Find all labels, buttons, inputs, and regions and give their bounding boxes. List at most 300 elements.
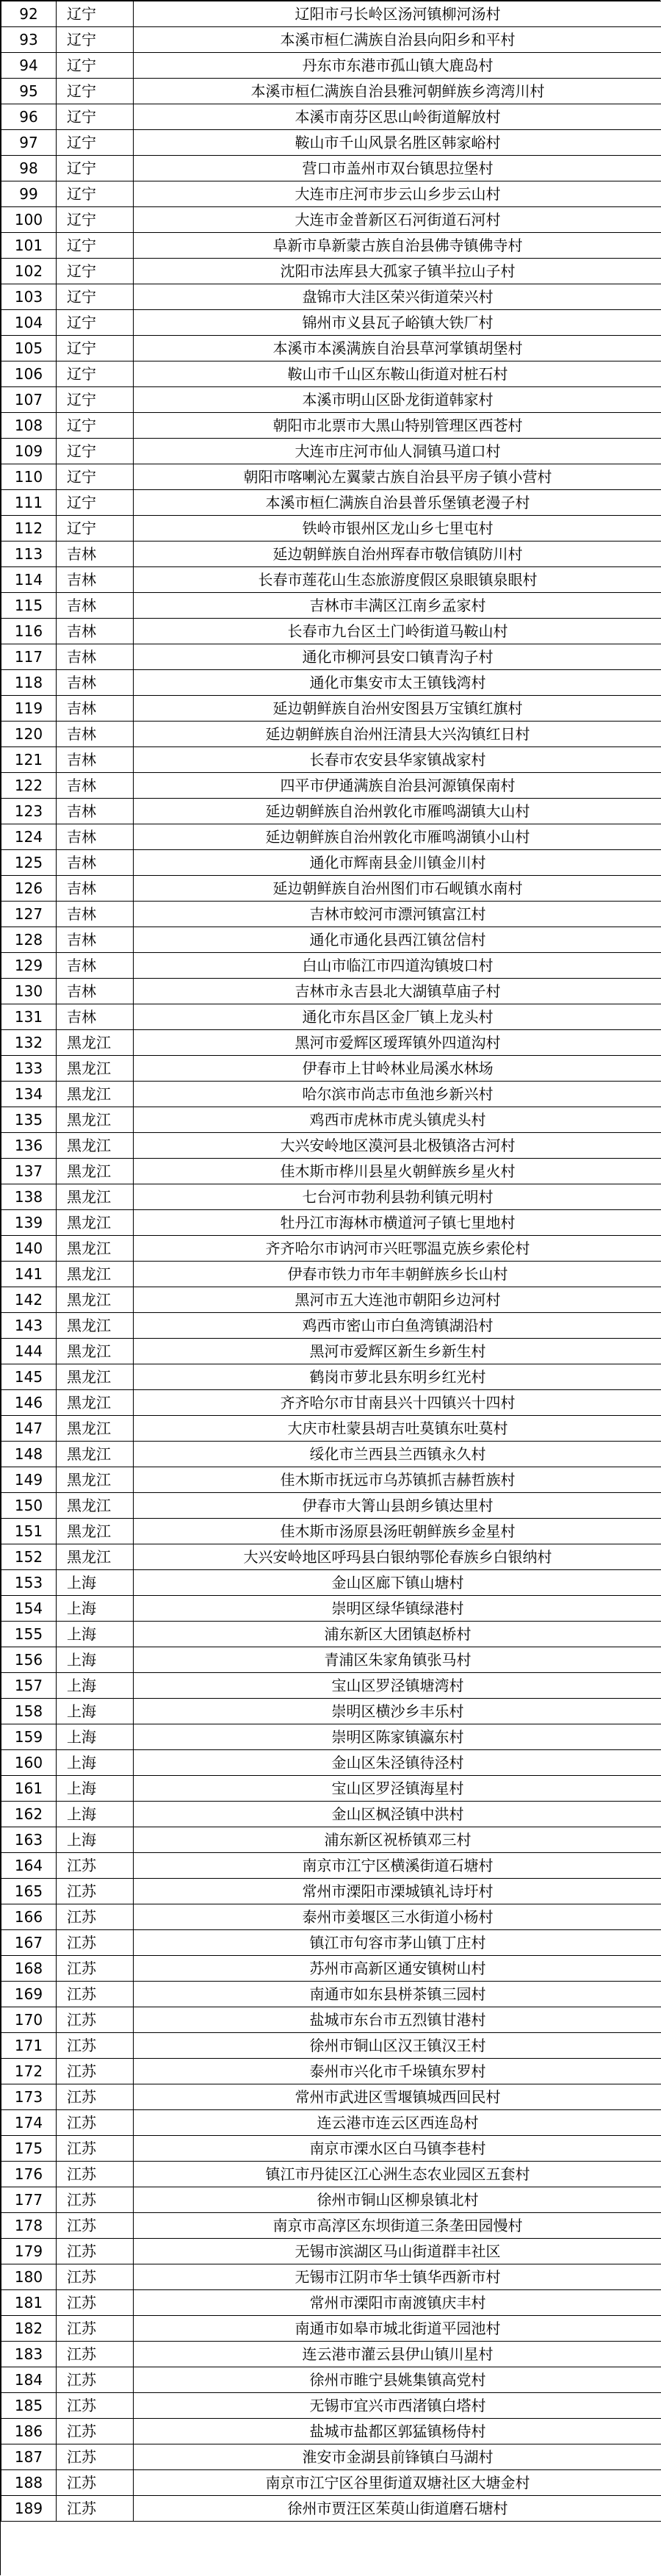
- row-number-cell: 147: [1, 1416, 57, 1442]
- village-name-cell: 宝山区罗泾镇塘湾村: [134, 1673, 661, 1699]
- province-cell: 上海: [57, 1776, 134, 1802]
- table-row: [1, 1159, 661, 1184]
- village-name-cell: 徐州市贾汪区茱萸山街道磨石塘村: [134, 2496, 661, 2522]
- province-cell: 黑龙江: [57, 1210, 134, 1236]
- table-row: [1, 619, 661, 644]
- table-row: [1, 593, 661, 619]
- table-row: [1, 1313, 661, 1339]
- table-row: [1, 2367, 661, 2393]
- village-name-cell: 黑河市爱辉区瑷珲镇外四道沟村: [134, 1030, 661, 1056]
- province-cell: 吉林: [57, 747, 134, 773]
- province-cell: 吉林: [57, 696, 134, 722]
- village-name-cell: 齐齐哈尔市讷河市兴旺鄂温克族乡索伦村: [134, 1236, 661, 1262]
- table-row: [1, 1956, 661, 1982]
- village-name-cell: 营口市盖州市双台镇思拉堡村: [134, 156, 661, 181]
- village-name-cell: 南京市溧水区白马镇李巷村: [134, 2136, 661, 2162]
- village-name-cell: 长春市农安县华家镇战家村: [134, 747, 661, 773]
- table-row: [1, 2033, 661, 2059]
- table-row: [1, 1082, 661, 1107]
- province-cell: 江苏: [57, 2162, 134, 2187]
- table-row: [1, 1879, 661, 1904]
- province-cell: 江苏: [57, 1904, 134, 1930]
- table-row: [1, 1802, 661, 1827]
- province-cell: 辽宁: [57, 413, 134, 439]
- province-cell: 江苏: [57, 2213, 134, 2239]
- province-cell: 辽宁: [57, 207, 134, 233]
- province-cell: 江苏: [57, 2393, 134, 2419]
- row-number-cell: 142: [1, 1287, 57, 1313]
- table-row: [1, 1493, 661, 1519]
- village-name-cell: 吉林市丰满区江南乡孟家村: [134, 593, 661, 619]
- province-cell: 黑龙江: [57, 1030, 134, 1056]
- village-name-cell: 延边朝鲜族自治州安图县万宝镇红旗村: [134, 696, 661, 722]
- row-number-cell: 187: [1, 2444, 57, 2470]
- province-cell: 黑龙江: [57, 1519, 134, 1544]
- table-row: [1, 670, 661, 696]
- province-cell: 辽宁: [57, 27, 134, 53]
- table-row: [1, 747, 661, 773]
- village-name-cell: 金山区朱泾镇待泾村: [134, 1750, 661, 1776]
- province-cell: 辽宁: [57, 181, 134, 207]
- row-number-cell: 170: [1, 2007, 57, 2033]
- village-name-cell: 大连市庄河市步云山乡步云山村: [134, 181, 661, 207]
- table-row: [1, 336, 661, 361]
- row-number-cell: 171: [1, 2033, 57, 2059]
- row-number-cell: 128: [1, 927, 57, 953]
- province-cell: 吉林: [57, 953, 134, 979]
- village-name-cell: 金山区枫泾镇中洪村: [134, 1802, 661, 1827]
- village-name-cell: 黑河市爱辉区新生乡新生村: [134, 1339, 661, 1364]
- village-name-cell: 鸡西市虎林市虎头镇虎头村: [134, 1107, 661, 1133]
- row-number-cell: 151: [1, 1519, 57, 1544]
- village-name-cell: 大兴安岭地区漠河县北极镇洛古河村: [134, 1133, 661, 1159]
- row-number-cell: 185: [1, 2393, 57, 2419]
- village-name-cell: 金山区廊下镇山塘村: [134, 1570, 661, 1596]
- village-name-cell: 朝阳市喀喇沁左翼蒙古族自治县平房子镇小营村: [134, 464, 661, 490]
- province-cell: 吉林: [57, 542, 134, 567]
- village-name-cell: 通化市柳河县安口镇青沟子村: [134, 644, 661, 670]
- village-name-cell: 白山市临江市四道沟镇坡口村: [134, 953, 661, 979]
- village-name-cell: 朝阳市北票市大黑山特别管理区西苍村: [134, 413, 661, 439]
- province-cell: 辽宁: [57, 53, 134, 79]
- village-name-cell: 镇江市句容市茅山镇丁庄村: [134, 1930, 661, 1956]
- row-number-cell: 124: [1, 824, 57, 850]
- row-number-cell: 123: [1, 799, 57, 824]
- province-cell: 江苏: [57, 1956, 134, 1982]
- village-name-cell: 延边朝鲜族自治州汪清县大兴沟镇红日村: [134, 722, 661, 747]
- village-name-cell: 长春市九台区土门岭街道马鞍山村: [134, 619, 661, 644]
- village-name-cell: 通化市东昌区金厂镇上龙头村: [134, 1004, 661, 1030]
- village-name-cell: 青浦区朱家角镇张马村: [134, 1647, 661, 1673]
- province-cell: 吉林: [57, 722, 134, 747]
- row-number-cell: 174: [1, 2110, 57, 2136]
- village-name-cell: 四平市伊通满族自治县河源镇保南村: [134, 773, 661, 799]
- row-number-cell: 114: [1, 567, 57, 593]
- village-name-cell: 无锡市江阴市华士镇华西新市村: [134, 2264, 661, 2290]
- village-name-cell: 盐城市盐都区郭猛镇杨侍村: [134, 2419, 661, 2444]
- village-name-cell: 伊春市大箐山县朗乡镇达里村: [134, 1493, 661, 1519]
- province-cell: 吉林: [57, 902, 134, 927]
- row-number-cell: 126: [1, 876, 57, 902]
- province-cell: 上海: [57, 1673, 134, 1699]
- village-name-cell: 泰州市姜堰区三水街道小杨村: [134, 1904, 661, 1930]
- table-row: [1, 207, 661, 233]
- province-cell: 辽宁: [57, 233, 134, 259]
- province-cell: 辽宁: [57, 516, 134, 542]
- row-number-cell: 154: [1, 1596, 57, 1622]
- row-number-cell: 112: [1, 516, 57, 542]
- row-number-cell: 157: [1, 1673, 57, 1699]
- village-name-cell: 无锡市滨湖区马山街道群丰社区: [134, 2239, 661, 2264]
- table-row: [1, 850, 661, 876]
- table-row: [1, 490, 661, 516]
- row-number-cell: 155: [1, 1622, 57, 1647]
- province-cell: 上海: [57, 1596, 134, 1622]
- village-name-cell: 牡丹江市海林市横道河子镇七里地村: [134, 1210, 661, 1236]
- row-number-cell: 179: [1, 2239, 57, 2264]
- province-cell: 辽宁: [57, 490, 134, 516]
- row-number-cell: 107: [1, 387, 57, 413]
- row-number-cell: 99: [1, 181, 57, 207]
- row-number-cell: 173: [1, 2084, 57, 2110]
- table-row: [1, 2290, 661, 2316]
- province-cell: 辽宁: [57, 361, 134, 387]
- table-row: [1, 310, 661, 336]
- row-number-cell: 150: [1, 1493, 57, 1519]
- province-cell: 辽宁: [57, 130, 134, 156]
- table-row: [1, 567, 661, 593]
- village-name-cell: 佳木斯市抚远市乌苏镇抓吉赫哲族村: [134, 1467, 661, 1493]
- village-name-cell: 通化市集安市太王镇钱湾村: [134, 670, 661, 696]
- row-number-cell: 94: [1, 53, 57, 79]
- village-name-cell: 鸡西市密山市白鱼湾镇湖沿村: [134, 1313, 661, 1339]
- village-name-cell: 辽阳市弓长岭区汤河镇柳河汤村: [134, 1, 661, 27]
- row-number-cell: 96: [1, 104, 57, 130]
- row-number-cell: 159: [1, 1724, 57, 1750]
- row-number-cell: 92: [1, 1, 57, 27]
- table-row: [1, 1056, 661, 1082]
- table-row: [1, 1236, 661, 1262]
- village-name-cell: 常州市武进区雪堰镇城西回民村: [134, 2084, 661, 2110]
- table-row: [1, 1287, 661, 1313]
- village-name-cell: 南通市如皋市城北街道平园池村: [134, 2316, 661, 2342]
- row-number-cell: 115: [1, 593, 57, 619]
- row-number-cell: 141: [1, 1262, 57, 1287]
- table-row: [1, 1750, 661, 1776]
- village-name-cell: 泰州市兴化市千垛镇东罗村: [134, 2059, 661, 2084]
- row-number-cell: 148: [1, 1442, 57, 1467]
- table-row: [1, 1853, 661, 1879]
- table-row: [1, 1442, 661, 1467]
- village-name-cell: 延边朝鲜族自治州敦化市雁鸣湖镇大山村: [134, 799, 661, 824]
- row-number-cell: 139: [1, 1210, 57, 1236]
- province-cell: 黑龙江: [57, 1313, 134, 1339]
- province-cell: 江苏: [57, 2367, 134, 2393]
- village-name-cell: 徐州市铜山区柳泉镇北村: [134, 2187, 661, 2213]
- row-number-cell: 113: [1, 542, 57, 567]
- province-cell: 黑龙江: [57, 1056, 134, 1082]
- province-cell: 辽宁: [57, 310, 134, 336]
- village-name-cell: 延边朝鲜族自治州敦化市雁鸣湖镇小山村: [134, 824, 661, 850]
- row-number-cell: 163: [1, 1827, 57, 1853]
- village-name-cell: 通化市辉南县金川镇金川村: [134, 850, 661, 876]
- table-row: [1, 2393, 661, 2419]
- row-number-cell: 95: [1, 79, 57, 104]
- village-name-cell: 伊春市铁力市年丰朝鲜族乡长山村: [134, 1262, 661, 1287]
- village-name-cell: 沈阳市法库县大孤家子镇半拉山子村: [134, 259, 661, 284]
- village-name-cell: 盘锦市大洼区荣兴街道荣兴村: [134, 284, 661, 310]
- row-number-cell: 186: [1, 2419, 57, 2444]
- row-number-cell: 130: [1, 979, 57, 1004]
- province-cell: 辽宁: [57, 387, 134, 413]
- village-name-cell: 徐州市铜山区汉王镇汉王村: [134, 2033, 661, 2059]
- province-cell: 辽宁: [57, 439, 134, 464]
- table-row: [1, 2059, 661, 2084]
- table-row: [1, 799, 661, 824]
- table-row: [1, 284, 661, 310]
- village-name-cell: 齐齐哈尔市甘南县兴十四镇兴十四村: [134, 1390, 661, 1416]
- table-row: [1, 2239, 661, 2264]
- table-row: [1, 361, 661, 387]
- province-cell: 吉林: [57, 1004, 134, 1030]
- province-cell: 黑龙江: [57, 1339, 134, 1364]
- row-number-cell: 188: [1, 2470, 57, 2496]
- province-cell: 江苏: [57, 2033, 134, 2059]
- row-number-cell: 111: [1, 490, 57, 516]
- row-number-cell: 182: [1, 2316, 57, 2342]
- table-row: [1, 876, 661, 902]
- table-row: [1, 2470, 661, 2496]
- row-number-cell: 165: [1, 1879, 57, 1904]
- village-name-cell: 本溪市桓仁满族自治县向阳乡和平村: [134, 27, 661, 53]
- province-cell: 上海: [57, 1802, 134, 1827]
- table-row: [1, 1107, 661, 1133]
- table-row: [1, 79, 661, 104]
- table-row: [1, 130, 661, 156]
- province-cell: 吉林: [57, 670, 134, 696]
- province-cell: 江苏: [57, 2059, 134, 2084]
- table-row: [1, 1673, 661, 1699]
- village-name-cell: 连云港市连云区西连岛村: [134, 2110, 661, 2136]
- province-cell: 江苏: [57, 2496, 134, 2522]
- village-name-cell: 铁岭市银州区龙山乡七里屯村: [134, 516, 661, 542]
- table-row: [1, 1622, 661, 1647]
- row-number-cell: 158: [1, 1699, 57, 1724]
- row-number-cell: 143: [1, 1313, 57, 1339]
- row-number-cell: 129: [1, 953, 57, 979]
- village-name-cell: 佳木斯市汤原县汤旺朝鲜族乡金星村: [134, 1519, 661, 1544]
- province-cell: 上海: [57, 1622, 134, 1647]
- village-name-cell: 吉林市蛟河市漂河镇富江村: [134, 902, 661, 927]
- row-number-cell: 134: [1, 1082, 57, 1107]
- village-table: [1, 1, 661, 2522]
- table-row: [1, 439, 661, 464]
- table-row: [1, 1776, 661, 1802]
- table-row: [1, 1, 661, 27]
- table-row: [1, 1519, 661, 1544]
- village-name-cell: 崇明区横沙乡丰乐村: [134, 1699, 661, 1724]
- row-number-cell: 152: [1, 1544, 57, 1570]
- row-number-cell: 167: [1, 1930, 57, 1956]
- province-cell: 吉林: [57, 567, 134, 593]
- province-cell: 辽宁: [57, 156, 134, 181]
- row-number-cell: 133: [1, 1056, 57, 1082]
- table-row: [1, 1699, 661, 1724]
- province-cell: 上海: [57, 1570, 134, 1596]
- table-row: [1, 2162, 661, 2187]
- village-name-cell: 伊春市上甘岭林业局溪水林场: [134, 1056, 661, 1082]
- row-number-cell: 181: [1, 2290, 57, 2316]
- table-row: [1, 2264, 661, 2290]
- village-name-cell: 通化市通化县西江镇岔信村: [134, 927, 661, 953]
- province-cell: 江苏: [57, 2444, 134, 2470]
- row-number-cell: 135: [1, 1107, 57, 1133]
- table-row: [1, 27, 661, 53]
- province-cell: 黑龙江: [57, 1184, 134, 1210]
- province-cell: 江苏: [57, 2316, 134, 2342]
- province-cell: 江苏: [57, 2264, 134, 2290]
- table-row: [1, 1339, 661, 1364]
- province-cell: 黑龙江: [57, 1544, 134, 1570]
- village-name-cell: 南京市江宁区谷里街道双塘社区大塘金村: [134, 2470, 661, 2496]
- table-row: [1, 156, 661, 181]
- province-cell: 辽宁: [57, 284, 134, 310]
- province-cell: 吉林: [57, 799, 134, 824]
- village-name-cell: 镇江市丹徒区江心洲生态农业园区五套村: [134, 2162, 661, 2187]
- table-row: [1, 2342, 661, 2367]
- table-row: [1, 387, 661, 413]
- row-number-cell: 175: [1, 2136, 57, 2162]
- row-number-cell: 140: [1, 1236, 57, 1262]
- table-row: [1, 2444, 661, 2470]
- row-number-cell: 144: [1, 1339, 57, 1364]
- village-name-cell: 徐州市睢宁县姚集镇高党村: [134, 2367, 661, 2393]
- row-number-cell: 100: [1, 207, 57, 233]
- table-row: [1, 953, 661, 979]
- table-row: [1, 1570, 661, 1596]
- row-number-cell: 168: [1, 1956, 57, 1982]
- row-number-cell: 131: [1, 1004, 57, 1030]
- table-row: [1, 1647, 661, 1673]
- table-row: [1, 2316, 661, 2342]
- row-number-cell: 102: [1, 259, 57, 284]
- province-cell: 辽宁: [57, 79, 134, 104]
- province-cell: 黑龙江: [57, 1159, 134, 1184]
- row-number-cell: 183: [1, 2342, 57, 2367]
- province-cell: 上海: [57, 1750, 134, 1776]
- village-name-cell: 浦东新区大团镇赵桥村: [134, 1622, 661, 1647]
- row-number-cell: 178: [1, 2213, 57, 2239]
- village-name-cell: 吉林市永吉县北大湖镇草庙子村: [134, 979, 661, 1004]
- table-row: [1, 1467, 661, 1493]
- row-number-cell: 180: [1, 2264, 57, 2290]
- row-number-cell: 146: [1, 1390, 57, 1416]
- table-row: [1, 824, 661, 850]
- province-cell: 江苏: [57, 1879, 134, 1904]
- table-row: [1, 902, 661, 927]
- province-cell: 上海: [57, 1827, 134, 1853]
- province-cell: 黑龙江: [57, 1082, 134, 1107]
- province-cell: 辽宁: [57, 104, 134, 130]
- village-name-cell: 大庆市杜蒙县胡吉吐莫镇东吐莫村: [134, 1416, 661, 1442]
- table-row: [1, 1982, 661, 2007]
- village-name-cell: 南京市高淳区东坝街道三条垄田园慢村: [134, 2213, 661, 2239]
- village-name-cell: 鹤岗市萝北县东明乡红光村: [134, 1364, 661, 1390]
- row-number-cell: 162: [1, 1802, 57, 1827]
- village-name-cell: 延边朝鲜族自治州图们市石岘镇水南村: [134, 876, 661, 902]
- village-name-cell: 本溪市本溪满族自治县草河掌镇胡堡村: [134, 336, 661, 361]
- row-number-cell: 149: [1, 1467, 57, 1493]
- table-row: [1, 1262, 661, 1287]
- row-number-cell: 98: [1, 156, 57, 181]
- row-number-cell: 127: [1, 902, 57, 927]
- table-row: [1, 464, 661, 490]
- row-number-cell: 118: [1, 670, 57, 696]
- row-number-cell: 172: [1, 2059, 57, 2084]
- village-name-cell: 七台河市勃利县勃利镇元明村: [134, 1184, 661, 1210]
- village-name-cell: 常州市溧阳市溧城镇礼诗圩村: [134, 1879, 661, 1904]
- table-row: [1, 53, 661, 79]
- row-number-cell: 119: [1, 696, 57, 722]
- province-cell: 辽宁: [57, 336, 134, 361]
- village-name-cell: 苏州市高新区通安镇树山村: [134, 1956, 661, 1982]
- row-number-cell: 160: [1, 1750, 57, 1776]
- table-row: [1, 2136, 661, 2162]
- province-cell: 江苏: [57, 2084, 134, 2110]
- table-row: [1, 927, 661, 953]
- table-row: [1, 2084, 661, 2110]
- province-cell: 江苏: [57, 2470, 134, 2496]
- table-row: [1, 979, 661, 1004]
- table-row: [1, 1596, 661, 1622]
- village-name-cell: 长春市莲花山生态旅游度假区泉眼镇泉眼村: [134, 567, 661, 593]
- village-table-body: [1, 1, 661, 2522]
- row-number-cell: 136: [1, 1133, 57, 1159]
- row-number-cell: 156: [1, 1647, 57, 1673]
- village-name-cell: 本溪市桓仁满族自治县普乐堡镇老漫子村: [134, 490, 661, 516]
- table-row: [1, 696, 661, 722]
- table-row: [1, 1004, 661, 1030]
- row-number-cell: 161: [1, 1776, 57, 1802]
- province-cell: 黑龙江: [57, 1467, 134, 1493]
- table-row: [1, 413, 661, 439]
- table-row: [1, 2496, 661, 2522]
- row-number-cell: 93: [1, 27, 57, 53]
- village-name-cell: 崇明区陈家镇瀛东村: [134, 1724, 661, 1750]
- province-cell: 黑龙江: [57, 1287, 134, 1313]
- row-number-cell: 145: [1, 1364, 57, 1390]
- province-cell: 吉林: [57, 593, 134, 619]
- province-cell: 黑龙江: [57, 1364, 134, 1390]
- province-cell: 江苏: [57, 1982, 134, 2007]
- row-number-cell: 164: [1, 1853, 57, 1879]
- province-cell: 黑龙江: [57, 1390, 134, 1416]
- table-row: [1, 181, 661, 207]
- province-cell: 吉林: [57, 927, 134, 953]
- province-cell: 吉林: [57, 979, 134, 1004]
- village-name-cell: 大兴安岭地区呼玛县白银纳鄂伦春族乡白银纳村: [134, 1544, 661, 1570]
- row-number-cell: 97: [1, 130, 57, 156]
- table-row: [1, 104, 661, 130]
- row-number-cell: 176: [1, 2162, 57, 2187]
- province-cell: 上海: [57, 1699, 134, 1724]
- province-cell: 江苏: [57, 2239, 134, 2264]
- row-number-cell: 153: [1, 1570, 57, 1596]
- province-cell: 吉林: [57, 824, 134, 850]
- province-cell: 黑龙江: [57, 1493, 134, 1519]
- table-row: [1, 2187, 661, 2213]
- province-cell: 黑龙江: [57, 1133, 134, 1159]
